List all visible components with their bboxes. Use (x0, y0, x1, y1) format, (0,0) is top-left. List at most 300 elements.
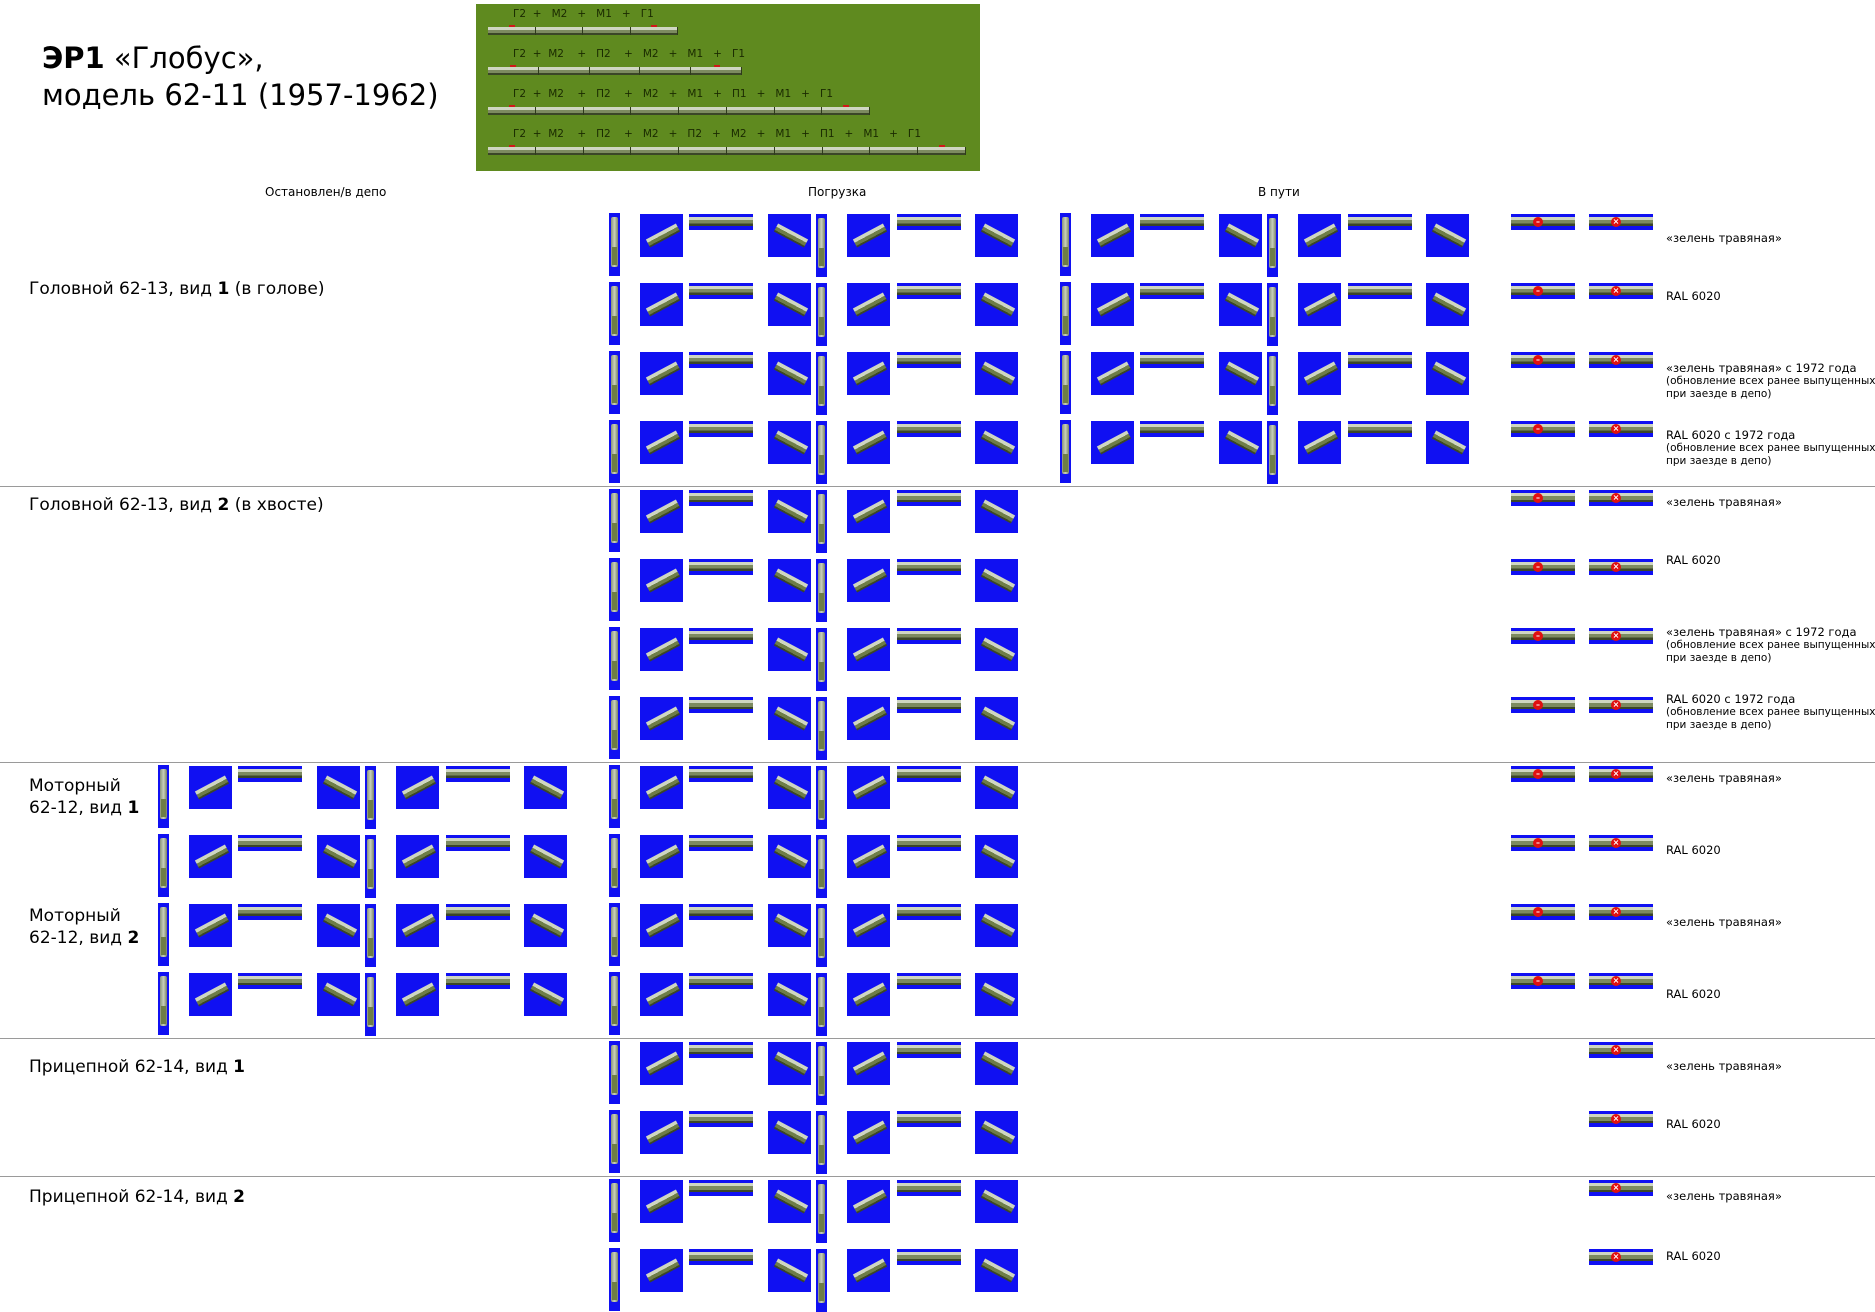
sprite-d (768, 1111, 811, 1154)
header-moving: В пути (1258, 185, 1300, 199)
sprite-d (975, 421, 1018, 464)
sprite-h (1511, 835, 1575, 851)
sprite-d (975, 1042, 1018, 1085)
sprite-v (816, 697, 827, 760)
sprite-d (396, 973, 439, 1016)
formation-car (691, 67, 742, 75)
formation-car (775, 147, 823, 155)
header-loading: Погрузка (808, 185, 867, 199)
sprite-v (158, 972, 169, 1035)
sprite-d (524, 904, 567, 947)
no-entry-icon: – (1533, 700, 1543, 710)
sprite-v (609, 1179, 620, 1242)
note-ral: RAL 6020 (1666, 987, 1721, 1001)
sprite-h (446, 835, 510, 851)
sprite-h (897, 766, 961, 782)
sprite-h (1511, 904, 1575, 920)
sprite-h (897, 352, 961, 368)
formation-train (488, 147, 966, 155)
sprite-h (1511, 283, 1575, 299)
note-ral-1972: RAL 6020 с 1972 года (обновление всех ранее выпущенных при заезде в депо) (1666, 428, 1875, 467)
sprite-d (189, 904, 232, 947)
sprite-d (847, 214, 890, 257)
note-green: «зелень травяная» (1666, 1189, 1782, 1203)
sprite-d (1298, 214, 1341, 257)
note-green: «зелень травяная» (1666, 495, 1782, 509)
sprite-h (689, 628, 753, 644)
sprite-h (1589, 697, 1653, 713)
sprite-h (1589, 421, 1653, 437)
sprite-d (317, 973, 360, 1016)
sprite-d (975, 490, 1018, 533)
no-entry-icon: – (1533, 976, 1543, 986)
sprite-h (1589, 766, 1653, 782)
sprite-v (1060, 420, 1071, 483)
formation-label: Г2 + М2 + П2 + М2 + М1 + П1 + М1 + Г1 (513, 88, 834, 100)
sprite-v (609, 765, 620, 828)
formation-label: Г2 + М2 + П2 + М2 + М1 + Г1 (513, 48, 746, 60)
no-entry-icon: – (1533, 838, 1543, 848)
formation-car (631, 27, 679, 35)
formation-car (584, 107, 632, 115)
sprite-d (975, 283, 1018, 326)
sprite-v (816, 973, 827, 1036)
sprite-h (689, 490, 753, 506)
sprite-h (1511, 697, 1575, 713)
sprite-h (1589, 1042, 1653, 1058)
sprite-h (446, 766, 510, 782)
sprite-h (238, 973, 302, 989)
sprite-d (975, 904, 1018, 947)
sprite-v (1060, 351, 1071, 414)
sprite-v (1267, 421, 1278, 484)
sprite-v (816, 214, 827, 277)
sprite-h (897, 628, 961, 644)
note-ral: RAL 6020 (1666, 1117, 1721, 1131)
sprite-d (317, 766, 360, 809)
sprite-v (609, 351, 620, 414)
sprite-d (524, 973, 567, 1016)
sprite-v (609, 489, 620, 552)
sprite-d (1298, 352, 1341, 395)
close-icon: × (1612, 700, 1620, 709)
sprite-v (816, 490, 827, 553)
page-title (42, 40, 439, 114)
sprite-d (640, 1180, 683, 1223)
sprite-h (1511, 490, 1575, 506)
sprite-d (847, 352, 890, 395)
sprite-d (640, 628, 683, 671)
formation-car (870, 147, 918, 155)
sprite-d (1091, 352, 1134, 395)
title-name: «Глобус», (104, 41, 264, 75)
close-icon: × (1612, 1183, 1620, 1192)
sprite-h (897, 559, 961, 575)
sprite-d (1298, 421, 1341, 464)
sprite-v (609, 1248, 620, 1311)
section-divider (0, 762, 1875, 763)
sprite-d (768, 214, 811, 257)
sprite-v (609, 696, 620, 759)
sprite-v (158, 903, 169, 966)
note-green: «зелень травяная» (1666, 1059, 1782, 1073)
formation-car (536, 27, 584, 35)
formation-car (539, 67, 590, 75)
no-entry-icon: – (1533, 424, 1543, 434)
no-entry-icon: – (1533, 631, 1543, 641)
sprite-h (689, 214, 753, 230)
sprite-d (975, 628, 1018, 671)
sprite-h (1589, 1249, 1653, 1265)
sprite-d (768, 421, 811, 464)
sprite-h (897, 1180, 961, 1196)
sprite-v (1267, 214, 1278, 277)
sprite-h (1140, 421, 1204, 437)
sprite-h (897, 1111, 961, 1127)
sprite-h (689, 1180, 753, 1196)
sprite-h (1511, 973, 1575, 989)
sprite-d (317, 835, 360, 878)
sprite-d (768, 1180, 811, 1223)
sprite-v (816, 421, 827, 484)
formation-train (488, 67, 742, 75)
sprite-h (689, 973, 753, 989)
sprite-h (897, 490, 961, 506)
sprite-d (396, 766, 439, 809)
sprite-h (1348, 352, 1412, 368)
formation-car (727, 147, 775, 155)
note-ral-1972: RAL 6020 с 1972 года (обновление всех ранее выпущенных при заезде в депо) (1666, 692, 1875, 731)
sprite-d (1426, 421, 1469, 464)
sprite-v (816, 352, 827, 415)
sprite-d (768, 628, 811, 671)
sprite-h (897, 973, 961, 989)
note-ral: RAL 6020 (1666, 1249, 1721, 1263)
sprite-h (1589, 628, 1653, 644)
sprite-d (768, 1249, 811, 1292)
formation-car (823, 147, 871, 155)
sprite-v (816, 766, 827, 829)
formation-car (536, 147, 584, 155)
close-icon: × (1612, 217, 1620, 226)
sprite-v (609, 213, 620, 276)
sprite-d (975, 766, 1018, 809)
row-label-trailer-1: Прицепной 62-14, вид 1 (29, 1057, 246, 1077)
sprite-h (238, 766, 302, 782)
sprite-d (847, 1249, 890, 1292)
title-subtitle: модель 62-11 (1957-1962) (42, 78, 439, 112)
sprite-d (975, 214, 1018, 257)
sprite-d (524, 766, 567, 809)
sprite-d (847, 628, 890, 671)
sprite-h (1589, 1180, 1653, 1196)
sprite-h (897, 1249, 961, 1265)
sprite-h (1140, 352, 1204, 368)
sprite-d (768, 283, 811, 326)
sprite-d (847, 559, 890, 602)
sprite-d (640, 1042, 683, 1085)
sprite-h (897, 835, 961, 851)
sprite-v (816, 904, 827, 967)
sprite-v (816, 1249, 827, 1312)
formation-train (488, 107, 870, 115)
sprite-v (609, 420, 620, 483)
formation-car (679, 147, 727, 155)
close-icon: × (1612, 286, 1620, 295)
note-ral: RAL 6020 (1666, 843, 1721, 857)
sprite-d (768, 904, 811, 947)
sprite-h (238, 835, 302, 851)
sprite-h (1589, 1111, 1653, 1127)
sprite-d (640, 352, 683, 395)
sprite-d (1091, 421, 1134, 464)
formation-train (488, 27, 678, 35)
sprite-d (396, 835, 439, 878)
sprite-h (689, 1042, 753, 1058)
no-entry-icon: – (1533, 355, 1543, 365)
sprite-v (609, 282, 620, 345)
title-model: ЭР1 (42, 41, 105, 75)
sprite-h (1140, 214, 1204, 230)
sprite-v (816, 628, 827, 691)
sprite-h (446, 904, 510, 920)
sprite-d (847, 697, 890, 740)
sprite-h (689, 904, 753, 920)
sprite-d (640, 1249, 683, 1292)
sprite-d (1426, 283, 1469, 326)
sprite-d (640, 214, 683, 257)
no-entry-icon: – (1533, 769, 1543, 779)
row-label-motor-2: Моторный 62-12, вид 2 (29, 906, 140, 948)
sprite-d (975, 973, 1018, 1016)
sprite-v (816, 1042, 827, 1105)
sprite-h (1589, 352, 1653, 368)
sprite-d (640, 1111, 683, 1154)
sprite-d (768, 973, 811, 1016)
sprite-h (1511, 421, 1575, 437)
sprite-h (238, 904, 302, 920)
note-ral: RAL 6020 (1666, 553, 1721, 567)
sprite-h (897, 421, 961, 437)
row-label-motor-1: Моторный 62-12, вид 1 (29, 776, 140, 818)
sprite-h (897, 697, 961, 713)
no-entry-icon: – (1533, 562, 1543, 572)
sprite-v (609, 558, 620, 621)
formation-car (640, 67, 691, 75)
sprite-h (897, 904, 961, 920)
sprite-h (1511, 214, 1575, 230)
sprite-h (689, 835, 753, 851)
sprite-h (1511, 628, 1575, 644)
sprite-d (640, 835, 683, 878)
sprite-d (975, 1180, 1018, 1223)
sprite-d (640, 421, 683, 464)
formation-car (822, 107, 870, 115)
sprite-h (1511, 559, 1575, 575)
no-entry-icon: – (1533, 907, 1543, 917)
sprite-d (640, 697, 683, 740)
sprite-d (847, 421, 890, 464)
note-ral: RAL 6020 (1666, 289, 1721, 303)
formation-car (590, 67, 641, 75)
sprite-v (816, 835, 827, 898)
sprite-d (396, 904, 439, 947)
sprite-h (1589, 559, 1653, 575)
sprite-h (1589, 904, 1653, 920)
sprite-d (847, 1180, 890, 1223)
row-label-trailer-2: Прицепной 62-14, вид 2 (29, 1187, 246, 1207)
sprite-d (189, 766, 232, 809)
close-icon: × (1612, 769, 1620, 778)
sprite-h (1589, 490, 1653, 506)
sprite-v (1060, 282, 1071, 345)
formation-label: Г2 + М2 + М1 + Г1 (513, 8, 654, 20)
sprite-d (847, 973, 890, 1016)
sprite-d (1426, 352, 1469, 395)
formation-car (488, 67, 539, 75)
sprite-d (847, 904, 890, 947)
sprite-d (975, 352, 1018, 395)
sprite-d (768, 835, 811, 878)
close-icon: × (1612, 424, 1620, 433)
sprite-d (1091, 214, 1134, 257)
sprite-d (640, 283, 683, 326)
formation-car (488, 107, 536, 115)
sprite-d (768, 1042, 811, 1085)
section-divider (0, 1038, 1875, 1039)
sprite-d (640, 973, 683, 1016)
sprite-d (640, 766, 683, 809)
note-green: «зелень травяная» (1666, 915, 1782, 929)
sprite-d (768, 766, 811, 809)
sprite-d (975, 1111, 1018, 1154)
sprite-d (640, 490, 683, 533)
sprite-h (1511, 352, 1575, 368)
section-divider (0, 486, 1875, 487)
sprite-v (816, 1111, 827, 1174)
note-green: «зелень травяная» (1666, 771, 1782, 785)
sprite-d (847, 490, 890, 533)
no-entry-icon: – (1533, 286, 1543, 296)
formation-car (679, 107, 727, 115)
sprite-h (689, 352, 753, 368)
sprite-h (1589, 973, 1653, 989)
sprite-v (158, 765, 169, 828)
sprite-d (640, 904, 683, 947)
close-icon: × (1612, 562, 1620, 571)
sprite-h (1589, 835, 1653, 851)
sprite-v (609, 627, 620, 690)
sprite-v (816, 559, 827, 622)
sprite-v (1060, 213, 1071, 276)
sprite-h (897, 214, 961, 230)
sprite-d (847, 1111, 890, 1154)
sprite-d (847, 766, 890, 809)
sprite-v (1267, 283, 1278, 346)
sprite-v (816, 283, 827, 346)
sprite-h (1140, 283, 1204, 299)
close-icon: × (1612, 976, 1620, 985)
no-entry-icon: – (1533, 493, 1543, 503)
sprite-d (768, 697, 811, 740)
close-icon: × (1612, 493, 1620, 502)
sprite-h (1511, 766, 1575, 782)
sprite-d (1219, 421, 1262, 464)
sprite-v (365, 766, 376, 829)
sprite-h (689, 283, 753, 299)
formation-preview (476, 4, 980, 171)
sprite-h (689, 1111, 753, 1127)
note-green: «зелень травяная» (1666, 231, 1782, 245)
row-label-head-1: Головной 62-13, вид 1 (в голове) (29, 279, 325, 299)
sprite-d (975, 697, 1018, 740)
formation-car (584, 147, 632, 155)
sprite-h (897, 1042, 961, 1058)
sprite-d (768, 559, 811, 602)
sprite-h (689, 1249, 753, 1265)
formation-car (727, 107, 775, 115)
sprite-d (189, 835, 232, 878)
close-icon: × (1612, 1114, 1620, 1123)
sprite-h (689, 766, 753, 782)
section-divider (0, 1176, 1875, 1177)
sprite-d (847, 1042, 890, 1085)
sprite-d (317, 904, 360, 947)
sprite-h (689, 559, 753, 575)
sprite-h (897, 283, 961, 299)
close-icon: × (1612, 1252, 1620, 1261)
sprite-v (609, 903, 620, 966)
sprite-h (446, 973, 510, 989)
formation-car (918, 147, 966, 155)
close-icon: × (1612, 1045, 1620, 1054)
sprite-d (1219, 283, 1262, 326)
sprite-d (768, 352, 811, 395)
close-icon: × (1612, 631, 1620, 640)
close-icon: × (1612, 907, 1620, 916)
formation-car (631, 107, 679, 115)
sprite-v (1267, 352, 1278, 415)
sprite-v (365, 835, 376, 898)
sprite-d (975, 835, 1018, 878)
sprite-h (1348, 421, 1412, 437)
sprite-d (1426, 214, 1469, 257)
header-stopped: Остановлен/в депо (265, 185, 387, 199)
sprite-h (1348, 283, 1412, 299)
sprite-d (847, 835, 890, 878)
sprite-d (189, 973, 232, 1016)
sprite-v (609, 1110, 620, 1173)
sprite-d (847, 283, 890, 326)
sprite-h (689, 421, 753, 437)
formation-car (488, 147, 536, 155)
formation-car (536, 107, 584, 115)
sprite-d (1219, 214, 1262, 257)
sprite-v (609, 972, 620, 1035)
formation-car (631, 147, 679, 155)
sprite-h (1589, 214, 1653, 230)
sprite-h (1348, 214, 1412, 230)
sprite-v (158, 834, 169, 897)
sprite-v (365, 973, 376, 1036)
sprite-d (975, 1249, 1018, 1292)
formation-car (488, 27, 536, 35)
sprite-d (1219, 352, 1262, 395)
sprite-d (975, 559, 1018, 602)
sprite-v (816, 1180, 827, 1243)
formation-label: Г2 + М2 + П2 + М2 + П2 + М2 + М1 + П1 + М1 + Г1 (513, 128, 922, 140)
sprite-v (609, 834, 620, 897)
